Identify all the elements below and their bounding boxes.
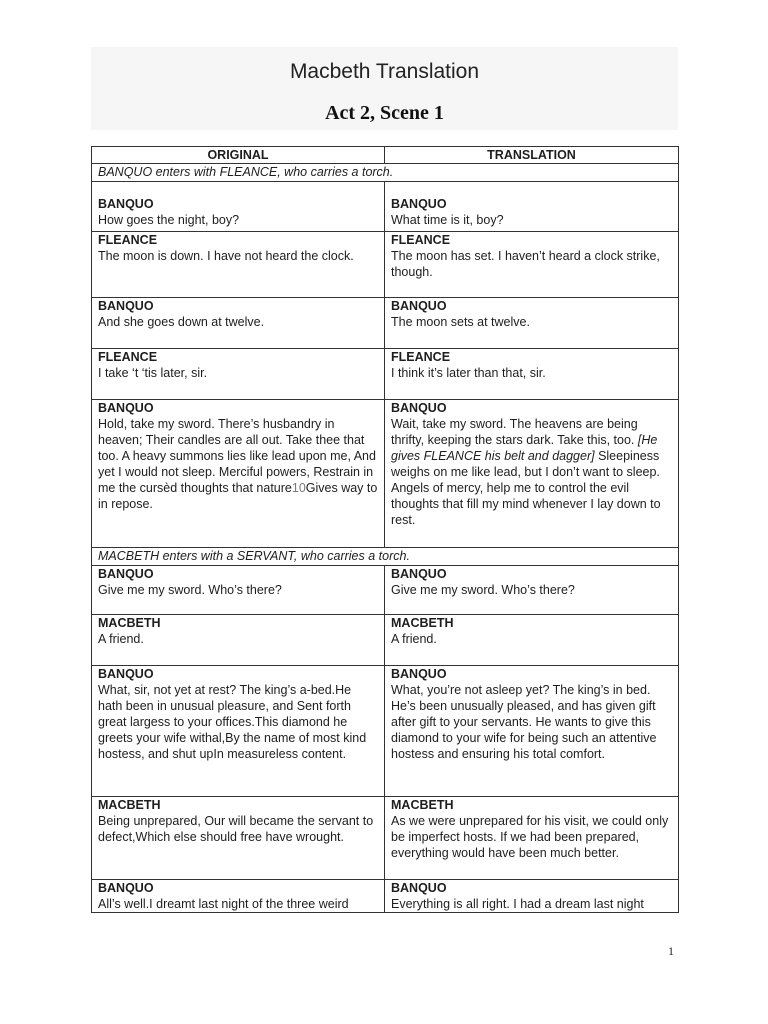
translation-cell xyxy=(385,666,679,797)
table-row xyxy=(92,232,679,298)
translation-text-part: Sleepiness weighs on me like lead, but I don’t want to sleep. Angels of mercy, help me to control the evil thoughts that fill my mind whenever I lay down to rest. xyxy=(391,449,661,527)
original-text-part: Gives way to in repose. xyxy=(98,481,378,511)
speaker-name: MACBETH xyxy=(391,798,454,812)
translation-text: The moon has set. I haven’t heard a clock strike, though. xyxy=(391,249,660,279)
table-row xyxy=(92,797,679,880)
original-text: How goes the night, boy? xyxy=(98,213,240,227)
speaker-name: BANQUO xyxy=(98,299,154,313)
translation-text: I think it’s later than that, sir. xyxy=(391,366,546,380)
translation-cell xyxy=(385,400,679,548)
speaker-name: BANQUO xyxy=(98,881,154,895)
speaker-name: BANQUO xyxy=(98,667,154,681)
document-title: Macbeth Translation xyxy=(289,60,480,83)
translation-text: A friend. xyxy=(391,632,437,646)
translation-text: What time is it, boy? xyxy=(391,213,504,227)
original-cell xyxy=(92,566,385,615)
speaker-name: BANQUO xyxy=(391,881,447,895)
stage-direction-row xyxy=(92,548,679,566)
translation-cell xyxy=(385,880,679,913)
column-header-translation: TRANSLATION xyxy=(385,147,679,164)
translation-text: What, you’re not asleep yet? The king’s in bed. He’s been unusually pleased, and has given gift after gift to your servants. He wants to give this diamond to your wife for being such an attentive hostess and ensuring his total comfort. xyxy=(391,683,657,761)
table-row xyxy=(92,400,679,548)
original-cell xyxy=(92,232,385,298)
translation-text: Everything is all right. I had a dream last night xyxy=(391,897,644,911)
original-text: And she goes down at twelve. xyxy=(98,315,265,329)
speaker-name: FLEANCE xyxy=(391,350,451,364)
stage-direction-row xyxy=(92,164,679,182)
translation-table xyxy=(91,146,679,913)
original-cell xyxy=(92,615,385,666)
speaker-name: BANQUO xyxy=(98,401,154,415)
table-row xyxy=(92,615,679,666)
translation-text: Give me my sword. Who’s there? xyxy=(391,583,575,597)
speaker-name: MACBETH xyxy=(391,616,454,630)
translation-text: The moon sets at twelve. xyxy=(391,315,530,329)
translation-cell xyxy=(385,566,679,615)
translation-cell xyxy=(385,797,679,880)
table-row xyxy=(92,666,679,797)
original-cell xyxy=(92,349,385,400)
original-text: Being unprepared, Our will became the servant to defect,Which else should free have wrought. xyxy=(98,814,374,844)
original-text xyxy=(98,416,378,512)
original-text: Give me my sword. Who’s there? xyxy=(98,583,282,597)
translation-text-part: Wait, take my sword. The heavens are being thrifty, keeping the stars dark. Take this, too. xyxy=(391,417,638,447)
speaker-name: BANQUO xyxy=(391,197,447,211)
original-cell xyxy=(92,797,385,880)
stage-direction: BANQUO enters with FLEANCE, who carries a torch. xyxy=(92,164,679,182)
original-cell xyxy=(92,182,385,232)
original-text: I take ‘t ‘tis later, sir. xyxy=(98,366,208,380)
speaker-name: FLEANCE xyxy=(98,350,158,364)
translation-text xyxy=(391,416,672,528)
header-row xyxy=(92,147,679,164)
table-row xyxy=(92,349,679,400)
original-text: The moon is down. I have not heard the clock. xyxy=(98,249,354,263)
translation-cell xyxy=(385,615,679,666)
line-number: 10 xyxy=(291,481,306,495)
translation-text: As we were unprepared for his visit, we could only be imperfect hosts. If we had been prepared, everything would have been much better. xyxy=(391,814,669,860)
speaker-name: BANQUO xyxy=(98,197,154,211)
speaker-name: BANQUO xyxy=(391,401,447,415)
speaker-name: BANQUO xyxy=(391,567,447,581)
speaker-name: MACBETH xyxy=(98,616,161,630)
speaker-name: MACBETH xyxy=(98,798,161,812)
table-row xyxy=(92,566,679,615)
original-cell xyxy=(92,666,385,797)
speaker-name: BANQUO xyxy=(98,567,154,581)
column-header-original: ORIGINAL xyxy=(92,147,385,164)
page-number: 1 xyxy=(668,944,674,958)
original-cell xyxy=(92,880,385,913)
translation-cell xyxy=(385,232,679,298)
stage-direction: MACBETH enters with a SERVANT, who carries a torch. xyxy=(92,548,679,566)
original-text-part: Hold, take my sword. There’s husbandry in heaven; Their candles are all out. Take thee that too. A heavy summons lies like lead upon me, And yet I would not sleep. Merciful powers, Restrain in me the cursèd thoughts that nature xyxy=(98,417,376,495)
inline-stage-direction: [He gives FLEANCE his belt and dagger] xyxy=(391,433,658,463)
speaker-name: FLEANCE xyxy=(98,233,158,247)
original-text: All’s well.I dreamt last night of the three weird xyxy=(98,897,349,911)
table-row xyxy=(92,880,679,913)
scene-heading: Act 2, Scene 1 xyxy=(325,102,444,124)
speaker-name: FLEANCE xyxy=(391,233,451,247)
translation-cell xyxy=(385,182,679,232)
speaker-name: BANQUO xyxy=(391,299,447,313)
translation-cell xyxy=(385,349,679,400)
speaker-name: BANQUO xyxy=(391,667,447,681)
table-row xyxy=(92,182,679,232)
translation-cell xyxy=(385,298,679,349)
original-text: A friend. xyxy=(98,632,144,646)
original-cell xyxy=(92,298,385,349)
table-row xyxy=(92,298,679,349)
original-cell xyxy=(92,400,385,548)
original-text: What, sir, not yet at rest? The king’s a-bed.He hath been in unusual pleasure, and Sent forth great largess to your offices.This diamond he greets your wife withal,By the name of most kind hostess, and shut upIn measureless content. xyxy=(98,683,367,761)
